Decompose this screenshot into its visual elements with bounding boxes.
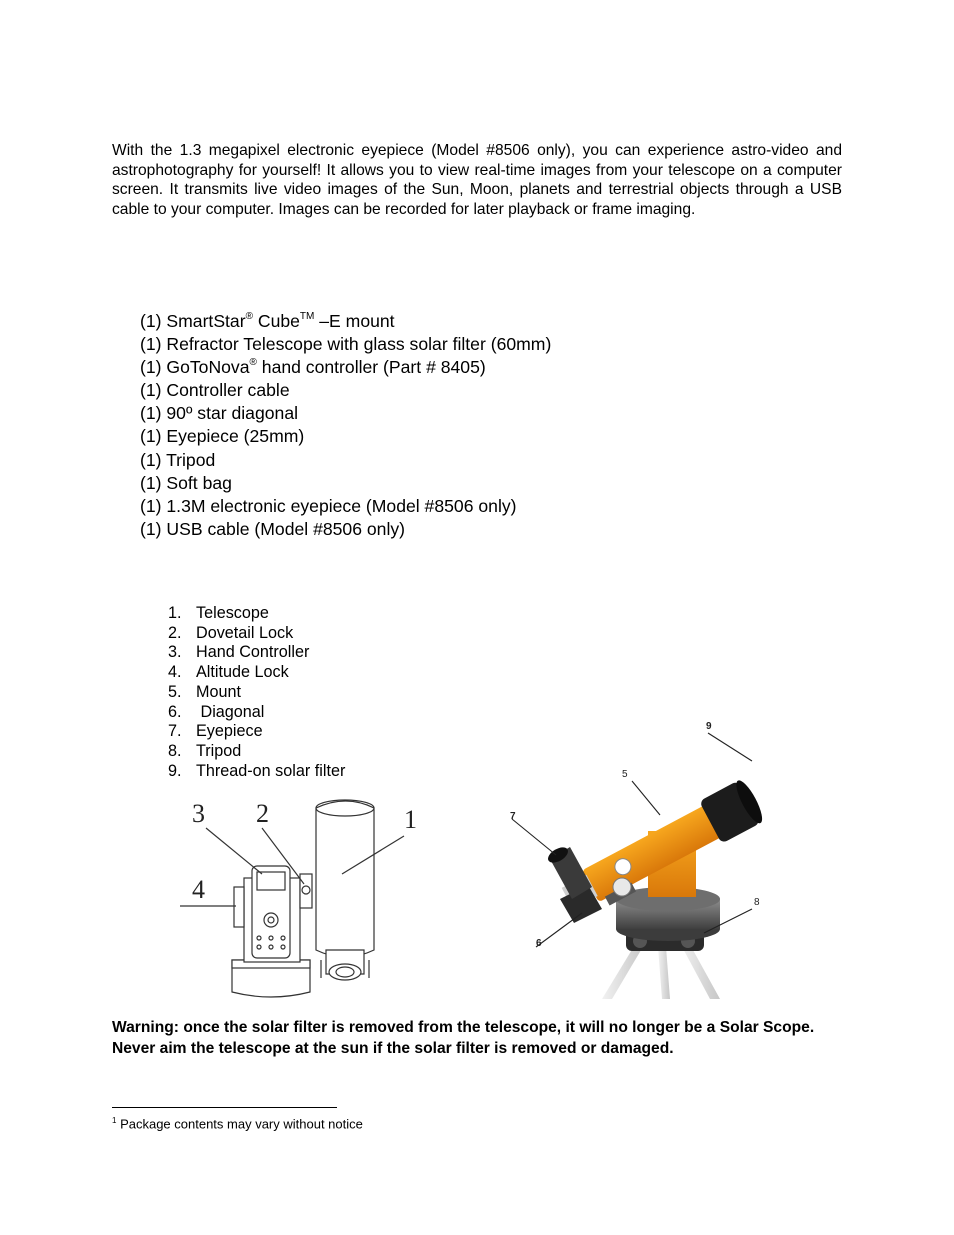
- list-item: (1) Controller cable: [140, 380, 290, 401]
- callout-3: 3: [192, 799, 205, 828]
- list-item: (1) Tripod: [140, 449, 216, 470]
- parts-item: 8. Tripod: [168, 741, 242, 760]
- callout-9: 9: [706, 721, 712, 732]
- list-item: (1) USB cable (Model #8506 only): [140, 518, 406, 539]
- list-item: (1) 90º star diagonal: [140, 403, 299, 424]
- callout-4: 4: [192, 875, 205, 904]
- parts-item: 3. Hand Controller: [168, 643, 310, 662]
- callout-6: 6: [536, 938, 542, 949]
- list-item: (1) GoToNova® hand controller (Part # 8405): [140, 357, 486, 378]
- callout-2: 2: [256, 799, 269, 828]
- parts-item: 5. Mount: [168, 682, 241, 701]
- parts-item: 6. Diagonal: [168, 702, 265, 721]
- list-item: (1) Soft bag: [140, 472, 232, 493]
- footnote: $^1$ Package contents may vary without notice: [112, 1116, 363, 1132]
- package-contents-list: [140, 310, 551, 541]
- parts-item: 2. Dovetail Lock: [168, 623, 294, 642]
- solar-filter-warning: Warning: once the solar filter is removed from the telescope, it will no longer be a Solar Scope. Never aim the telescope at the sun if the solar filter is removed or damaged.: [112, 1019, 815, 1057]
- solar-telescope-photo: [498, 715, 788, 1000]
- intro-paragraph: With the 1.3 megapixel electronic eyepiece (Model #8506 only), you can experience astro-video and astrophotography for yourself! It allows you to view real-time images from your telescope on a computer screen. It transmits live video images of the Sun, Moon, planets and terrestrial objects through a USB cable to your computer. Images can be recorded for later playback or frame imaging.: [112, 142, 842, 218]
- list-item: (1) SmartStar® Cube™ –E mount: [140, 311, 395, 331]
- parts-item: 4. Altitude Lock: [168, 663, 289, 682]
- list-item: (1) 1.3M electronic eyepiece (Model #8506 only): [140, 495, 517, 516]
- callout-5: 5: [622, 769, 628, 780]
- parts-list: [168, 604, 345, 781]
- parts-item: 7. Eyepiece: [168, 722, 263, 741]
- parts-item: 9. Thread-on solar filter: [168, 761, 346, 780]
- callout-1: 1: [404, 805, 417, 834]
- callout-7: 7: [510, 811, 516, 822]
- parts-item: 1. Telescope: [168, 604, 269, 622]
- list-item: (1) Refractor Telescope with glass solar filter (60mm): [140, 334, 552, 355]
- mount-line-drawing: [178, 792, 428, 1004]
- list-item: (1) Eyepiece (25mm): [140, 426, 305, 447]
- callout-8: 8: [754, 897, 760, 908]
- footnote-divider: [112, 1107, 337, 1108]
